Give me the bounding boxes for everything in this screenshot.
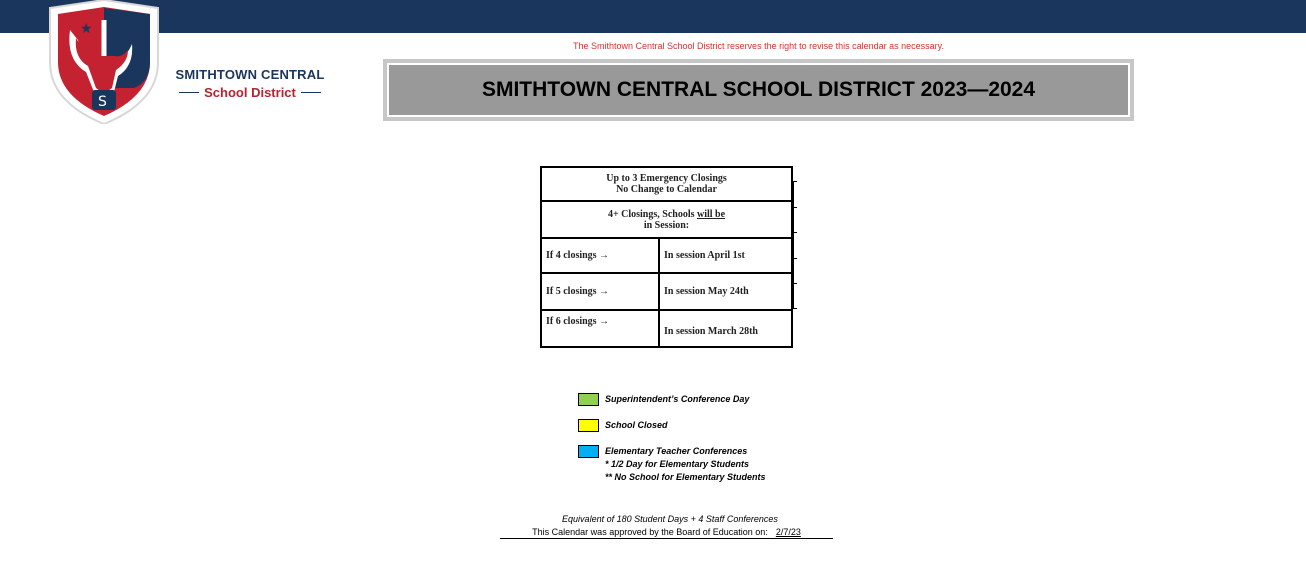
legend-label: School Closed	[605, 420, 668, 430]
closings-heading-1	[541, 167, 792, 201]
legend-label: Elementary Teacher Conferences	[605, 446, 748, 456]
bracket-tick	[793, 308, 797, 309]
title-box	[387, 63, 1130, 117]
bracket-tick	[793, 181, 797, 182]
top-banner	[0, 0, 1306, 33]
legend-item-teacher-conferences	[578, 445, 766, 484]
table-row	[541, 238, 792, 273]
table-row	[541, 273, 792, 310]
brand-line2	[170, 85, 330, 100]
svg-text:S: S	[98, 94, 107, 110]
legend-text-group	[605, 445, 766, 484]
approval-text: This Calendar was approved by the Board of Education on:	[532, 527, 768, 537]
closings-heading-2-pre: 4+ Closings, Schools	[607, 208, 697, 220]
closings-heading-2	[541, 201, 792, 238]
district-logo[interactable]	[46, 0, 162, 124]
page-title: SMITHTOWN CENTRAL SCHOOL DISTRICT 2023—2024	[481, 78, 1036, 101]
yellow-swatch	[578, 419, 599, 432]
session-date-cell: In session May 24th	[659, 273, 792, 310]
bracket-tick	[793, 283, 797, 284]
session-date-cell: In session March 28th	[659, 310, 792, 347]
brand-line1: SMITHTOWN CENTRAL	[175, 67, 325, 82]
green-swatch	[578, 393, 599, 406]
brand-dash-left	[179, 92, 199, 93]
bracket-tick	[793, 232, 797, 233]
brand-name	[170, 67, 330, 100]
closings-heading-1-line2: No Change to Calendar	[616, 184, 717, 195]
blue-swatch	[578, 445, 599, 458]
approval-line	[500, 527, 833, 539]
legend-label: Superintendent’s Conference Day	[605, 394, 750, 404]
closings-heading-2-line1	[546, 209, 787, 220]
closings-heading-1-line1: Up to 3 Emergency Closings	[606, 173, 727, 184]
closing-count-cell: If 4 closings →	[541, 238, 659, 273]
closings-heading-2-line2: in Session:	[643, 219, 690, 231]
equivalent-days-note: Equivalent of 180 Student Days + 4 Staff Conferences	[562, 514, 778, 524]
svg-text:★: ★	[80, 21, 93, 37]
closings-heading-2-underlined: will be	[697, 208, 726, 220]
brand-dash-right	[301, 92, 321, 93]
legend-item-school-closed	[578, 419, 668, 432]
bracket-tick	[793, 207, 797, 208]
session-date-cell: In session April 1st	[659, 238, 792, 273]
legend-item-conference-day	[578, 393, 749, 406]
title-frame	[383, 59, 1134, 121]
approval-date: 2/7/23	[775, 527, 801, 537]
emergency-closings-table	[540, 166, 793, 348]
legend-note-no-school: ** No School for Elementary Students	[605, 472, 766, 482]
table-row	[541, 310, 792, 347]
closing-count-cell: If 6 closings →	[541, 310, 659, 347]
brand-line2-text: School District	[204, 85, 296, 100]
bracket-tick	[793, 258, 797, 259]
table-side-bracket	[793, 181, 798, 309]
revision-notice: The Smithtown Central School District reserves the right to revise this calendar as necessary.	[573, 41, 944, 51]
closing-count-cell: If 5 closings →	[541, 273, 659, 310]
legend-note-half-day: * 1/2 Day for Elementary Students	[605, 459, 750, 469]
